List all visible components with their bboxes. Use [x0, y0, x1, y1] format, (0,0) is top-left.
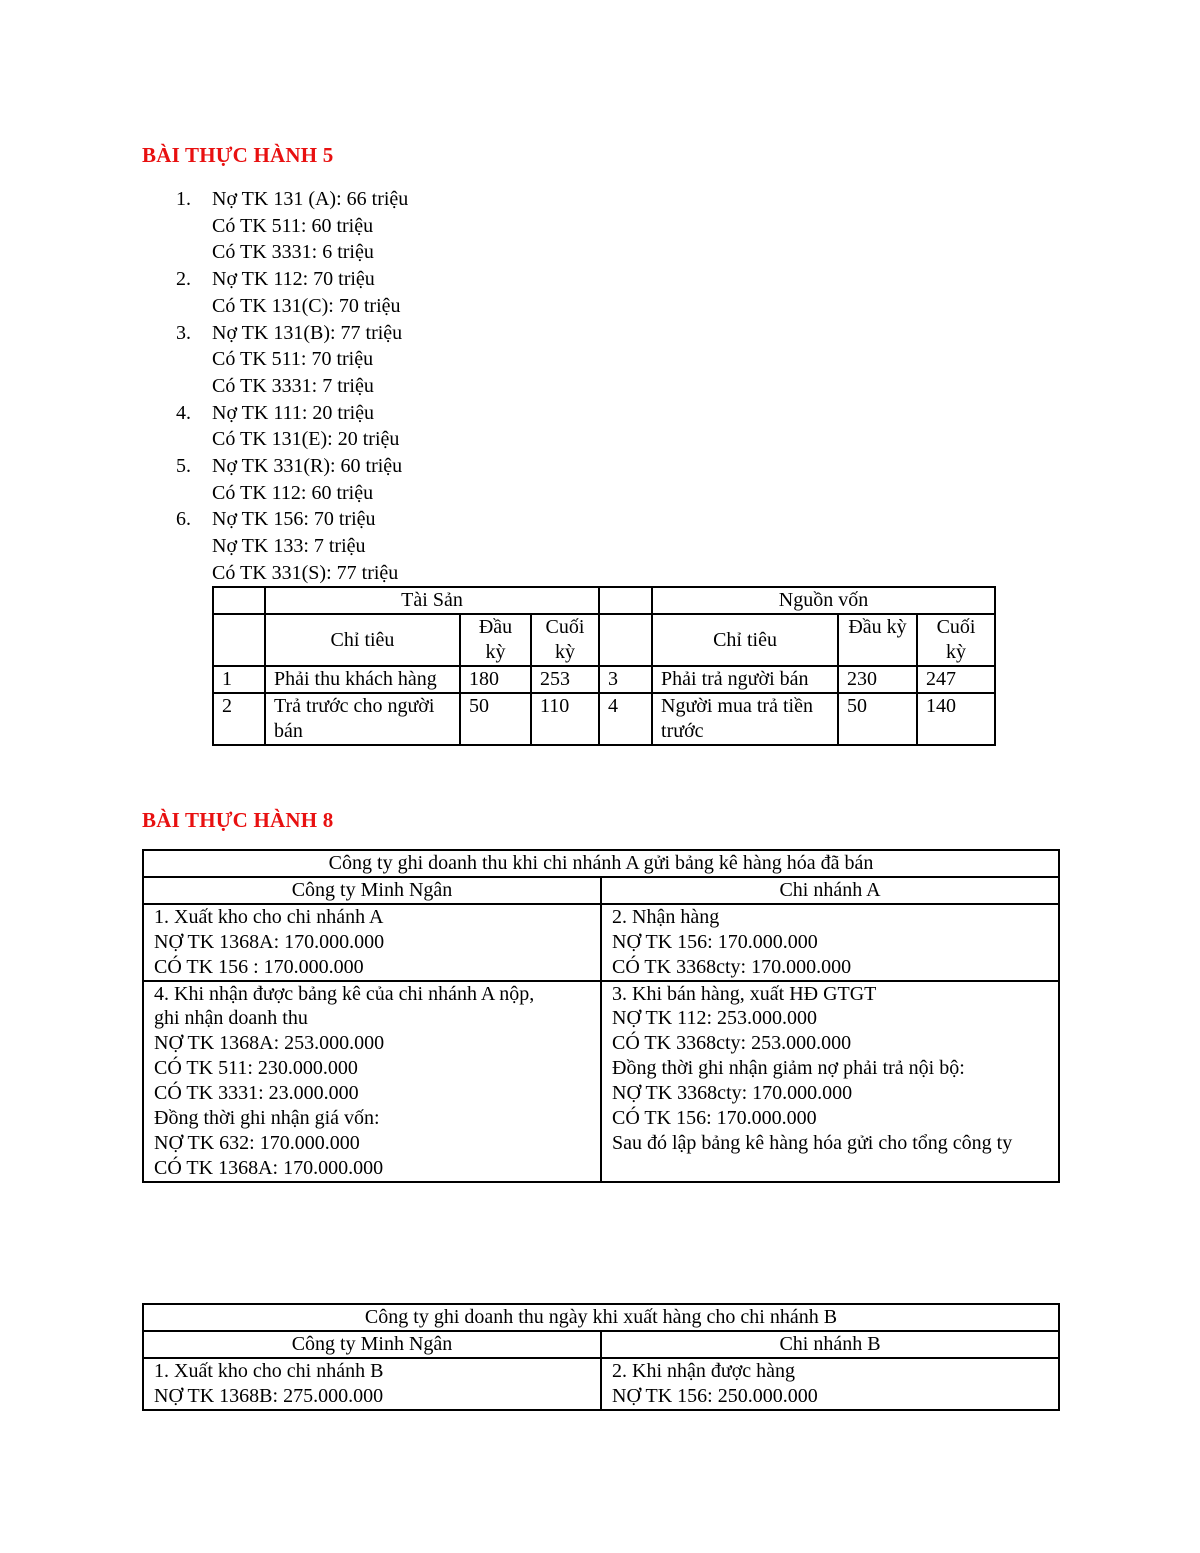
entry-line: Nợ TK 111: 20 triệu [212, 401, 375, 424]
entry-line: 4. Khi nhận được bảng kê của chi nhánh A nộp, [154, 982, 535, 1005]
col-end-header: Cuối kỳ [917, 614, 995, 666]
table-row [143, 981, 1059, 1182]
entry-number: 3. [176, 321, 191, 344]
entry-line: Nợ TK 133: 7 triệu [212, 535, 366, 558]
assets-header: Tài Sản [265, 587, 599, 614]
entry-line: 1. Xuất kho cho chi nhánh B [154, 1359, 384, 1382]
entry-line: NỢ TK 1368B: 275.000.000 [154, 1384, 384, 1407]
table-cell [601, 904, 1059, 981]
table-row [213, 666, 995, 693]
entry-line: Đồng thời ghi nhận giá vốn: [154, 1107, 380, 1130]
table-cell: 3 [599, 666, 652, 693]
col-end-header: Cuối kỳ [531, 614, 599, 666]
table-cell: Phải thu khách hàng [265, 666, 460, 693]
entry-line: 1. Xuất kho cho chi nhánh A [154, 905, 384, 928]
company-header: Công ty Minh Ngân [143, 1331, 601, 1358]
entry-line: NỢ TK 1368A: 170.000.000 [154, 930, 385, 953]
col-begin-header: Đầu kỳ [838, 614, 917, 666]
table-header-row [143, 877, 1059, 904]
entry-number: 5. [176, 455, 191, 478]
entry-line: NỢ TK 1368A: 253.000.000 [154, 1032, 385, 1055]
journal-entry-2 [142, 266, 408, 319]
branch-header: Chi nhánh A [601, 877, 1059, 904]
entry-line: Có TK 3331: 7 triệu [212, 374, 374, 397]
branch-a-table [142, 849, 1060, 1183]
branch-header: Chi nhánh B [601, 1331, 1059, 1358]
entry-line: Có TK 131(C): 70 triệu [212, 294, 401, 317]
table-row [143, 1358, 1059, 1410]
table-cell [213, 587, 265, 614]
branch-b-table [142, 1303, 1060, 1411]
journal-entry-5 [142, 453, 408, 506]
entry-line: NỢ TK 3368cty: 170.000.000 [612, 1082, 853, 1105]
table-caption-row [143, 1304, 1059, 1331]
entry-line: Nợ TK 131 (A): 66 triệu [212, 188, 409, 210]
table-cell: 1 [213, 666, 265, 693]
entry-line: Sau đó lập bảng kê hàng hóa gửi cho tổng công ty [612, 1131, 1013, 1154]
table-cell [601, 1358, 1059, 1410]
section-5-title: BÀI THỰC HÀNH 5 [142, 143, 334, 167]
journal-entries-list [142, 186, 408, 587]
table-header-row [143, 1331, 1059, 1358]
journal-entry-1 [142, 186, 408, 266]
section-8-title: BÀI THỰC HÀNH 8 [142, 808, 334, 832]
table-caption: Công ty ghi doanh thu ngày khi xuất hàng cho chi nhánh B [143, 1304, 1059, 1331]
col-indicator-header: Chỉ tiêu [652, 614, 838, 666]
sources-header: Nguồn vốn [652, 587, 995, 614]
entry-line: Có TK 112: 60 triệu [212, 481, 374, 504]
entry-line: ghi nhận doanh thu [154, 1007, 308, 1030]
entry-line: CÓ TK 156: 170.000.000 [612, 1107, 817, 1130]
table-header-row [213, 587, 995, 614]
table-cell: Người mua trả tiền trước [652, 693, 838, 745]
col-begin-header: Đầu kỳ [460, 614, 531, 666]
balance-table [212, 586, 996, 746]
journal-entry-6 [142, 506, 408, 586]
table-cell [213, 614, 265, 666]
table-subheader-row [213, 614, 995, 666]
table-cell: 50 [838, 693, 917, 745]
table-cell: 180 [460, 666, 531, 693]
entry-line: CÓ TK 1368A: 170.000.000 [154, 1156, 384, 1179]
entry-line: CÓ TK 3368cty: 170.000.000 [612, 955, 852, 978]
entry-line: CÓ TK 3331: 23.000.000 [154, 1082, 359, 1105]
table-cell: 140 [917, 693, 995, 745]
table-row [213, 693, 995, 745]
entry-line: NỢ TK 632: 170.000.000 [154, 1131, 360, 1154]
entry-number: 6. [176, 508, 191, 531]
table-cell: 253 [531, 666, 599, 693]
journal-entry-4 [142, 400, 408, 453]
table-row [143, 904, 1059, 981]
entry-line: CÓ TK 511: 230.000.000 [154, 1057, 358, 1080]
table-cell: Trả trước cho người bán [265, 693, 460, 745]
table-cell [599, 587, 652, 614]
entry-line: Có TK 331(S): 77 triệu [212, 561, 399, 584]
entry-number: 4. [176, 401, 191, 424]
entry-line: CÓ TK 3368cty: 253.000.000 [612, 1032, 852, 1055]
table-cell: 4 [599, 693, 652, 745]
entry-line: NỢ TK 112: 253.000.000 [612, 1007, 817, 1030]
entry-line: Có TK 511: 60 triệu [212, 214, 374, 237]
table-cell: 230 [838, 666, 917, 693]
table-cell [143, 1358, 601, 1410]
table-cell: 110 [531, 693, 599, 745]
company-header: Công ty Minh Ngân [143, 877, 601, 904]
table-cell [143, 904, 601, 981]
entry-line: NỢ TK 156: 170.000.000 [612, 930, 818, 953]
table-cell: 2 [213, 693, 265, 745]
col-indicator-header: Chỉ tiêu [265, 614, 460, 666]
entry-line: Nợ TK 156: 70 triệu [212, 508, 376, 531]
entry-line: Đồng thời ghi nhận giảm nợ phải trả nội bộ: [612, 1057, 965, 1080]
journal-entry-3 [142, 320, 408, 400]
entry-line: Nợ TK 112: 70 triệu [212, 268, 375, 291]
table-cell [599, 614, 652, 666]
entry-line: Có TK 3331: 6 triệu [212, 241, 374, 264]
table-caption-row [143, 850, 1059, 877]
table-cell [601, 981, 1059, 1182]
entry-line: 2. Khi nhận được hàng [612, 1359, 796, 1382]
entry-line: Nợ TK 331(R): 60 triệu [212, 455, 403, 478]
entry-line: Có TK 511: 70 triệu [212, 348, 374, 371]
entry-line: CÓ TK 156 : 170.000.000 [154, 955, 364, 978]
entry-number: 2. [176, 268, 191, 291]
entry-line: Có TK 131(E): 20 triệu [212, 428, 400, 451]
entry-line: 3. Khi bán hàng, xuất HĐ GTGT [612, 982, 877, 1005]
entry-line: Nợ TK 131(B): 77 triệu [212, 321, 403, 344]
table-cell: 50 [460, 693, 531, 745]
entry-number: 1. [176, 188, 191, 210]
entry-line: NỢ TK 156: 250.000.000 [612, 1384, 818, 1407]
table-caption: Công ty ghi doanh thu khi chi nhánh A gửi bảng kê hàng hóa đã bán [143, 850, 1059, 877]
table-cell: Phải trả người bán [652, 666, 838, 693]
table-cell [143, 981, 601, 1182]
table-cell: 247 [917, 666, 995, 693]
entry-line: 2. Nhận hàng [612, 905, 720, 928]
